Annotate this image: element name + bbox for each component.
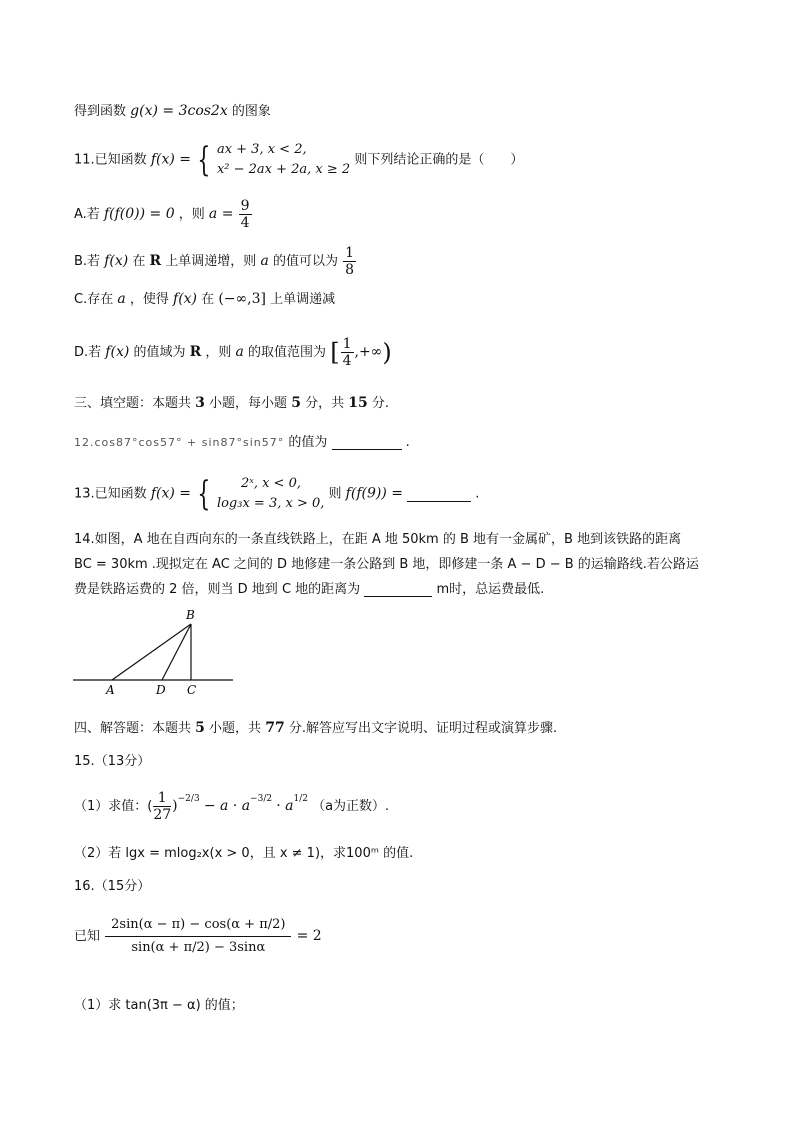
text: 小题，共	[209, 721, 262, 736]
math: a	[235, 344, 244, 360]
question-14-line-1: 14.如图，A 地在自西向东的一条直线铁路上，在距 A 地 50km 的 B 地有一金属矿，B 地到该铁路的距离	[74, 532, 682, 547]
exponent: −3/2	[250, 794, 273, 804]
question-15-part-2	[74, 847, 413, 860]
count: 3	[195, 395, 205, 411]
math: f(x)	[173, 291, 198, 307]
text: 的图象	[231, 104, 271, 119]
question-11	[74, 140, 523, 180]
piecewise-cases	[217, 474, 324, 514]
segment-ab	[112, 624, 191, 680]
denominator: sin(α + π/2) − 3sinα	[131, 940, 266, 955]
brace: {	[197, 474, 211, 514]
option-label: B.若	[74, 254, 101, 269]
text: ，使得	[129, 292, 169, 307]
total: 77	[265, 720, 285, 736]
text: 分，共	[305, 396, 345, 411]
text: 在	[201, 292, 215, 307]
text: （1）求值：(	[74, 799, 153, 814]
total: 15	[348, 395, 368, 411]
q14-diagram	[70, 606, 240, 698]
points: 5	[291, 395, 301, 411]
paren: )	[172, 798, 178, 814]
text: ，则	[205, 345, 232, 360]
question-number: 13.已知函数	[74, 486, 147, 502]
text: 的值域为	[133, 345, 186, 360]
math-fx: f(x) =	[150, 485, 192, 502]
text: 三、填空题：本题共	[74, 396, 192, 411]
question-16-given	[74, 914, 322, 959]
text: 得到函数	[74, 104, 127, 119]
left-bracket: [	[330, 338, 340, 367]
question-12	[74, 436, 410, 450]
label-b: B	[186, 608, 195, 622]
prev-question-tail	[74, 104, 271, 118]
brace: {	[197, 140, 211, 180]
option-a	[74, 198, 253, 231]
option-c	[74, 292, 335, 306]
option-label: D.若	[74, 345, 102, 360]
text: 小题，每小题	[209, 396, 288, 411]
math-fx: f(x) =	[150, 151, 192, 168]
math: a =	[208, 206, 234, 222]
text: 四、解答题：本题共	[74, 721, 192, 736]
math: f(f(9)) =	[345, 485, 403, 502]
numerator: 1	[342, 336, 352, 352]
question-15-part-1	[74, 790, 389, 823]
label-d: D	[156, 683, 166, 697]
case-2: x² − 2ax + 2a, x ≥ 2	[216, 162, 351, 177]
math: a	[117, 291, 126, 307]
math: f(x)	[104, 253, 129, 269]
answer-blank[interactable]	[364, 583, 432, 597]
exponent: −2/3	[177, 794, 200, 804]
fraction	[341, 336, 354, 369]
segment-db	[162, 624, 191, 680]
text: ，则	[178, 207, 205, 222]
text: .	[405, 435, 410, 450]
text: （a为正数）.	[312, 799, 390, 814]
numerator: 2sin(α − π) − cos(α + π/2)	[105, 914, 291, 937]
right-paren: )	[382, 338, 392, 367]
interval-tail: ,+∞	[354, 344, 383, 360]
text: m时，总运费最低.	[436, 582, 545, 597]
question-prompt: 则下列结论正确的是（ ）	[354, 152, 524, 168]
real-set: R	[189, 344, 202, 360]
text: .	[475, 486, 480, 502]
case-1: 2ˣ, x < 0,	[240, 476, 301, 491]
math: − a · a	[203, 798, 251, 814]
text: 上单调递增，则	[165, 254, 257, 269]
question-16-part-1	[74, 999, 244, 1012]
question-13	[74, 474, 479, 514]
fraction	[153, 790, 171, 823]
option-label: C.存在	[74, 292, 114, 307]
question-15-heading: 15.（13分）	[74, 754, 151, 769]
math: 12.cos87°cos57° + sin87°sin57°	[74, 436, 285, 449]
option-d	[74, 336, 392, 369]
numerator: 1	[345, 245, 355, 261]
text: （1）求 tan(3π − α) 的值；	[74, 998, 244, 1013]
text: 分.	[371, 396, 390, 411]
interval: (−∞,3]	[218, 291, 267, 307]
math: f(f(0)) = 0	[103, 206, 175, 222]
denominator: 4	[342, 353, 352, 369]
text: 分.解答应写出文字说明、证明过程或演算步骤.	[288, 721, 558, 736]
math-gx: g(x) = 3cos2x	[130, 103, 228, 119]
text: 在	[132, 254, 146, 269]
text: 则	[328, 486, 342, 502]
math: f(x)	[105, 344, 130, 360]
fraction	[343, 245, 356, 278]
case-2: log₃x = 3, x > 0,	[216, 496, 325, 511]
answer-blank[interactable]	[332, 436, 402, 450]
question-14-line-2: BC = 30km .现拟定在 AC 之间的 D 地修建一条公路到 B 地，即修建一条 A − D − B 的运输路线.若公路运	[74, 557, 699, 572]
numerator: 9	[240, 198, 250, 214]
numerator: 1	[153, 790, 171, 807]
text: 已知	[74, 929, 101, 944]
fraction	[105, 914, 291, 959]
text: （2）若 lgx = mlog₂x(x > 0，且 x ≠ 1)，求100ᵐ 的值.	[74, 846, 414, 861]
text: 的值为	[288, 435, 328, 450]
piecewise-cases	[217, 140, 350, 180]
exponent: 1/2	[293, 794, 308, 804]
text: 费是铁路运费的 2 倍，则当 D 地到 C 地的距离为	[74, 582, 361, 597]
question-16-heading: 16.（15分）	[74, 879, 151, 894]
question-number: 11.已知函数	[74, 152, 147, 168]
denominator: 8	[345, 262, 355, 278]
count: 5	[195, 720, 205, 736]
section-4-heading	[74, 721, 557, 735]
math: a	[260, 253, 269, 269]
text: 的取值范围为	[248, 345, 327, 360]
answer-blank[interactable]	[407, 488, 471, 502]
option-label: A.若	[74, 207, 100, 222]
text: 上单调递减	[270, 292, 336, 307]
question-14-line-3	[74, 583, 544, 597]
text: 的值可以为	[272, 254, 338, 269]
math: = 2	[296, 928, 322, 944]
case-1: ax + 3, x < 2,	[216, 142, 307, 157]
option-b	[74, 245, 357, 278]
denominator: 27	[153, 807, 172, 823]
label-a: A	[106, 683, 115, 697]
math: · a	[276, 798, 294, 814]
label-c: C	[187, 683, 197, 697]
denominator: 4	[240, 215, 250, 231]
fraction	[239, 198, 252, 231]
section-3-heading	[74, 396, 389, 410]
real-set: R	[149, 253, 162, 269]
